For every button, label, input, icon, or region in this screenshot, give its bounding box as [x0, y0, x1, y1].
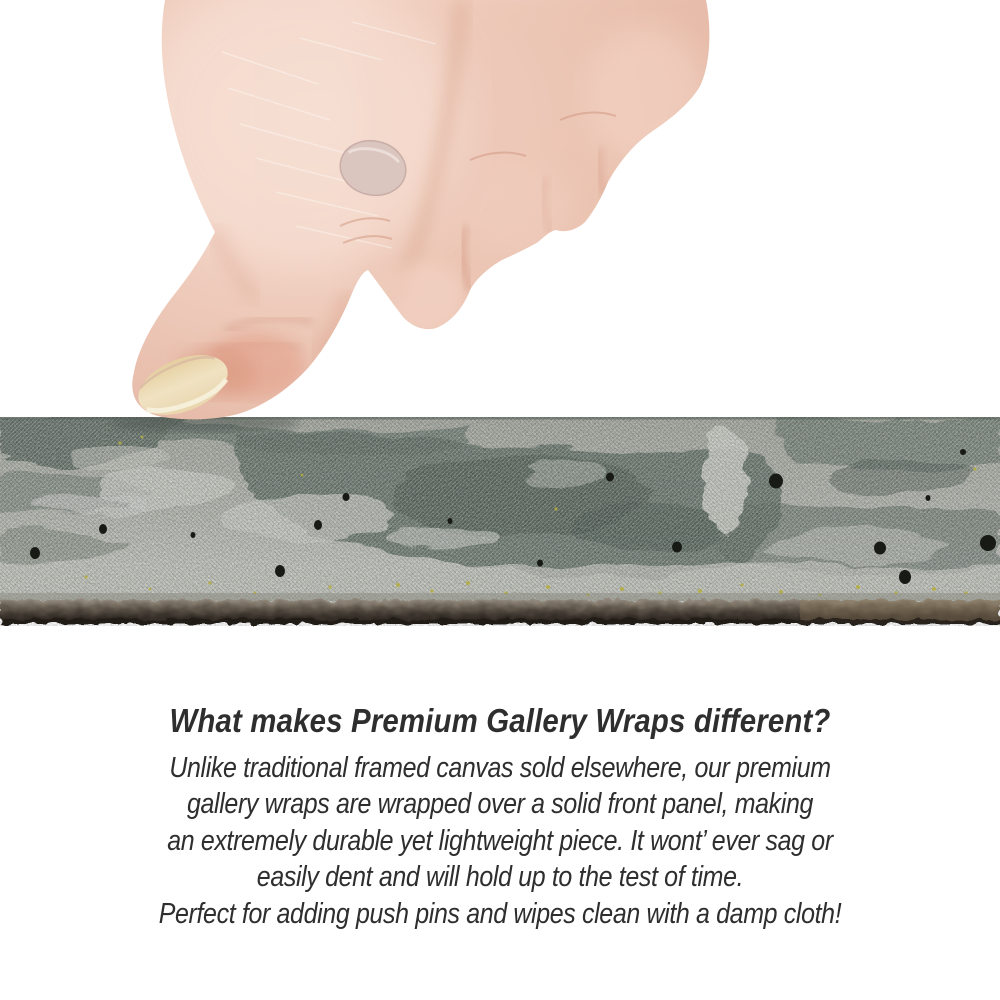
hand-shading: [140, 0, 720, 425]
caption-line: an extremely durable yet lightweight piece. It wont’ ever sag or: [167, 824, 833, 857]
caption-line: easily dent and will hold up to the test of time.: [256, 861, 744, 894]
canvas-edge-strip: [0, 417, 1000, 633]
edge-transition: [0, 593, 1000, 601]
caption-line: Unlike traditional framed canvas sold elsewhere, our premium: [169, 752, 831, 784]
caption-line: gallery wraps are wrapped over a solid front panel, making: [186, 788, 814, 821]
canvas-strip-graphic: [0, 417, 1000, 633]
caption-body: [0, 750, 1000, 932]
hand-photo: [0, 0, 1000, 425]
canvas-grain-light: [0, 417, 1000, 607]
canvas-folded-edge: [0, 600, 1000, 624]
caption-line: Perfect for adding push pins and wipes clean with a damp cloth!: [158, 897, 842, 930]
caption: [0, 701, 1000, 932]
caption-heading: What makes Premium Gallery Wraps different?: [169, 702, 831, 739]
